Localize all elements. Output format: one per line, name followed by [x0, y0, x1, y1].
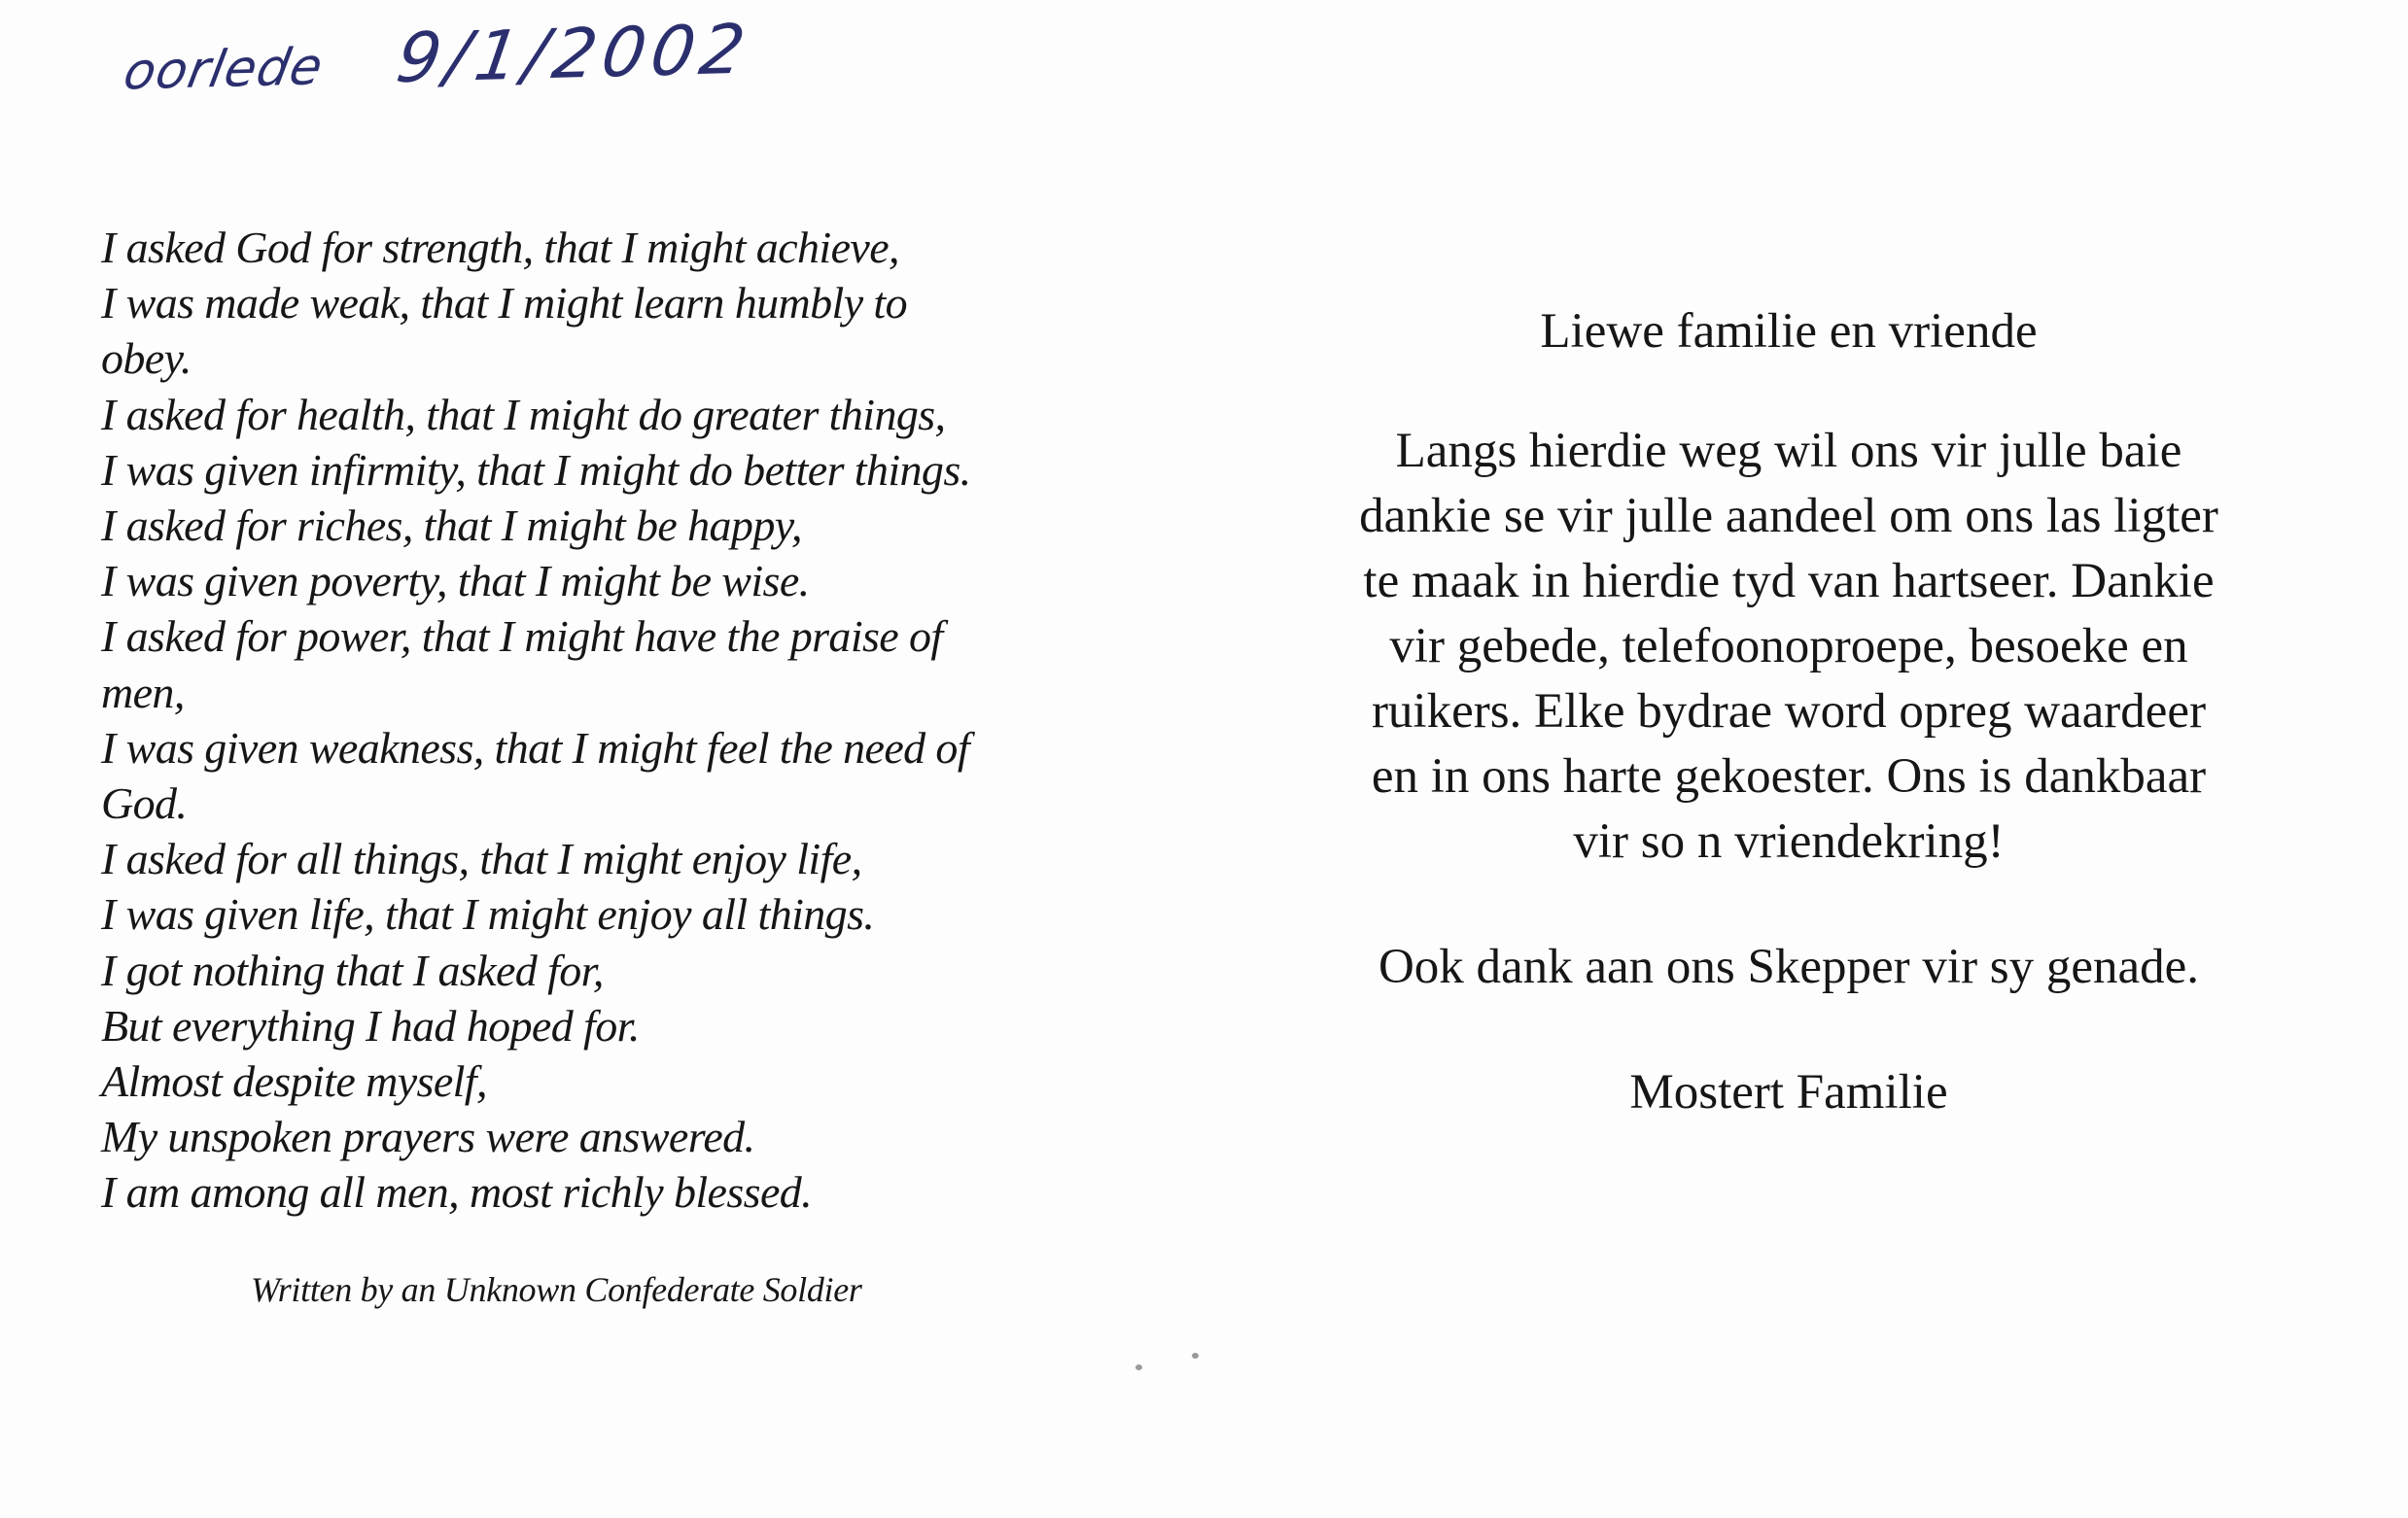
handwritten-word: oorlede: [119, 37, 329, 102]
poem-line: I was made weak, that I might learn humbly to: [101, 278, 908, 328]
message-line: te maak in hierdie tyd van hartseer. Dankie: [1363, 554, 2215, 608]
poem-line: I am among all men, most richly blessed.: [101, 1167, 813, 1218]
poem-line: I got nothing that I asked for,: [101, 945, 604, 995]
poem: [101, 220, 1073, 1221]
scan-speck: [1192, 1353, 1199, 1359]
poem-line: I was given poverty, that I might be wise.: [101, 556, 810, 606]
poem-line: I asked for health, that I might do greater things,: [101, 389, 946, 439]
poem-line: My unspoken prayers were answered.: [101, 1112, 755, 1162]
poem-attribution: Written by an Unknown Confederate Soldier: [251, 1270, 862, 1309]
poem-line: men,: [101, 667, 185, 717]
handwritten-date: 9/1/2002: [392, 9, 756, 99]
poem-line: Almost despite myself,: [101, 1056, 487, 1107]
message-line: vir so n vriendekring!: [1573, 814, 2005, 869]
poem-line: I was given infirmity, that I might do better things.: [101, 444, 971, 495]
poem-line: I was given weakness, that I might feel the need of: [101, 722, 970, 773]
poem-line: I asked for all things, that I might enjoy life,: [101, 834, 862, 884]
poem-line: obey.: [101, 333, 192, 384]
message-line: ruikers. Elke bydrae word opreg waardeer: [1371, 684, 2207, 739]
poem-line: I asked God for strength, that I might achieve,: [101, 223, 899, 272]
message-line: en in ons harte gekoester. Ons is dankbaar: [1371, 749, 2207, 804]
poem-line: God.: [101, 778, 188, 829]
poem-line: But everything I had hoped for.: [101, 1000, 640, 1051]
thank-you-message: [1264, 299, 2314, 1125]
family-signature: Mostert Familie: [1629, 1065, 1948, 1120]
poem-line: I asked for riches, that I might be happy,: [101, 500, 802, 551]
poem-line: I asked for power, that I might have the praise of: [101, 611, 943, 662]
gratitude-line: Ook dank aan ons Skepper vir sy genade.: [1378, 940, 2200, 994]
message-line: vir gebede, telefoonoproepe, besoeke en: [1389, 619, 2188, 673]
handwritten-annotation: [119, 9, 756, 106]
message-line: Langs hierdie weg wil ons vir julle baie: [1395, 424, 2182, 478]
greeting: Liewe familie en vriende: [1540, 304, 2038, 359]
scan-speck: [1135, 1364, 1142, 1370]
message-line: dankie se vir julle aandeel om ons las ligter: [1359, 489, 2218, 543]
poem-line: I was given life, that I might enjoy all things.: [101, 889, 875, 940]
